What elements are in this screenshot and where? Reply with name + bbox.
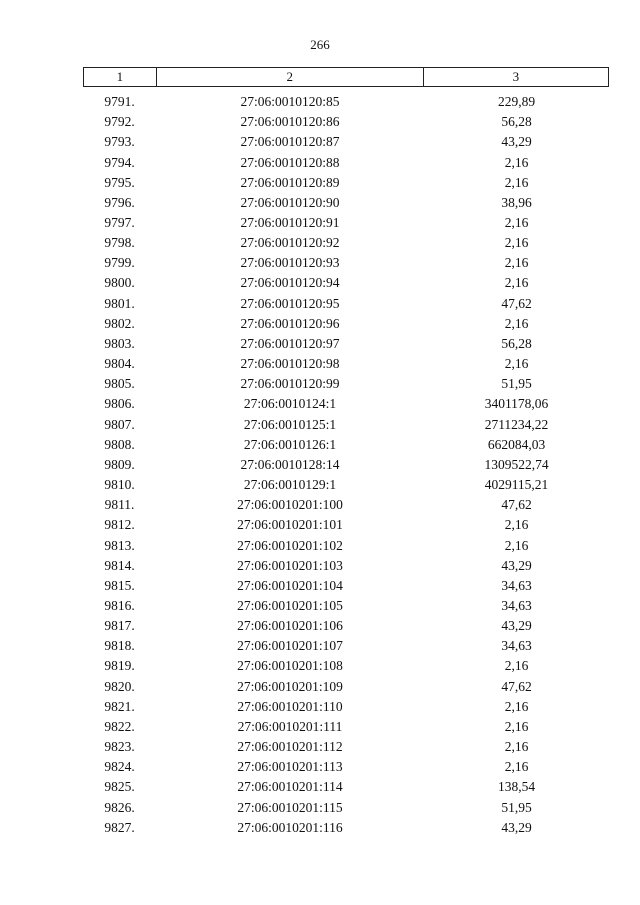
- cadastral-number: 27:06:0010201:113: [237, 759, 343, 775]
- row-value: 47,62: [501, 678, 532, 694]
- row-number: 9796.: [104, 194, 135, 210]
- table-row: [83, 334, 609, 354]
- cadastral-number: 27:06:0010201:104: [237, 577, 343, 593]
- table-row: [83, 112, 609, 132]
- cadastral-number: 27:06:0010120:95: [240, 295, 340, 311]
- row-number: 9794.: [104, 154, 135, 170]
- table-row: [83, 455, 609, 475]
- table-row: [83, 656, 609, 676]
- row-value: 2,16: [504, 739, 529, 755]
- row-value: 43,29: [501, 134, 532, 150]
- row-value: 2711234,22: [484, 416, 549, 432]
- table-row: [83, 535, 609, 555]
- row-value: 3401178,06: [484, 396, 549, 412]
- table-row: [83, 394, 609, 414]
- table-row: [83, 717, 609, 737]
- row-number: 9808.: [104, 436, 135, 452]
- cadastral-number: 27:06:0010120:89: [240, 174, 340, 190]
- row-value: 47,62: [501, 497, 532, 513]
- row-value: 47,62: [501, 295, 532, 311]
- row-value: 43,29: [501, 618, 532, 634]
- cadastral-number: 27:06:0010120:91: [240, 215, 340, 231]
- cadastral-number: 27:06:0010125:1: [243, 416, 337, 432]
- table-row: [83, 677, 609, 697]
- table-row: [83, 596, 609, 616]
- page-number: 266: [310, 37, 330, 52]
- row-number: 9813.: [104, 537, 135, 553]
- row-value: 34,63: [501, 638, 532, 654]
- table-row: [83, 556, 609, 576]
- table-row: [83, 515, 609, 535]
- table-row: [83, 314, 609, 334]
- row-value: 662084,03: [487, 436, 546, 452]
- table-row: [83, 233, 609, 253]
- table-row: [83, 253, 609, 273]
- column-header-3: 3: [512, 69, 520, 84]
- row-value: 2,16: [504, 718, 529, 734]
- table-row: [83, 193, 609, 213]
- row-number: 9801.: [104, 295, 135, 311]
- row-value: 2,16: [504, 698, 529, 714]
- cadastral-number: 27:06:0010128:14: [240, 456, 340, 472]
- row-number: 9823.: [104, 739, 135, 755]
- cadastral-number: 27:06:0010201:108: [237, 658, 343, 674]
- cadastral-number: 27:06:0010120:93: [240, 255, 340, 271]
- row-value: 2,16: [504, 255, 529, 271]
- row-value: 2,16: [504, 154, 529, 170]
- table-row: [83, 132, 609, 152]
- cadastral-number: 27:06:0010120:96: [240, 315, 340, 331]
- row-number: 9820.: [104, 678, 135, 694]
- row-number: 9807.: [104, 416, 135, 432]
- table-row: [83, 475, 609, 495]
- cadastral-number: 27:06:0010124:1: [243, 396, 337, 412]
- row-value: 4029115,21: [484, 477, 549, 493]
- row-number: 9809.: [104, 456, 135, 472]
- row-value: 56,28: [501, 114, 532, 130]
- column-header-2: 2: [157, 68, 424, 86]
- row-number: 9797.: [104, 215, 135, 231]
- row-number: 9802.: [104, 315, 135, 331]
- cadastral-number: 27:06:0010126:1: [243, 436, 337, 452]
- row-value: 43,29: [501, 819, 532, 835]
- row-number: 9799.: [104, 255, 135, 271]
- cadastral-number: 27:06:0010120:99: [240, 376, 340, 392]
- table-row: [83, 616, 609, 636]
- cadastral-number: 27:06:0010201:115: [237, 799, 343, 815]
- row-number: 9826.: [104, 799, 135, 815]
- row-number: 9819.: [104, 658, 135, 674]
- cadastral-number: 27:06:0010120:86: [240, 114, 340, 130]
- row-value: 2,16: [504, 356, 529, 372]
- table-row: [83, 374, 609, 394]
- table-row: [83, 152, 609, 172]
- cadastral-number: 27:06:0010201:102: [237, 537, 343, 553]
- cadastral-number: 27:06:0010120:85: [240, 94, 340, 110]
- row-number: 9810.: [104, 477, 135, 493]
- row-value: 2,16: [504, 235, 529, 251]
- row-value: 56,28: [501, 335, 532, 351]
- cadastral-number: 27:06:0010201:110: [237, 698, 343, 714]
- row-value: 51,95: [501, 799, 532, 815]
- table-row: [83, 576, 609, 596]
- cadastral-number: 27:06:0010201:101: [237, 517, 343, 533]
- row-number: 9791.: [104, 94, 135, 110]
- table-row: [83, 415, 609, 435]
- cadastral-number: 27:06:0010201:109: [237, 678, 343, 694]
- table-row: [83, 797, 609, 817]
- cadastral-number: 27:06:0010201:112: [237, 739, 343, 755]
- cadastral-number: 27:06:0010120:97: [240, 335, 340, 351]
- row-value: 2,16: [504, 315, 529, 331]
- row-number: 9814.: [104, 557, 135, 573]
- table-body: [83, 92, 609, 838]
- row-value: 34,63: [501, 597, 532, 613]
- cadastral-number: 27:06:0010201:103: [237, 557, 343, 573]
- row-number: 9793.: [104, 134, 135, 150]
- table-header: [83, 67, 609, 87]
- row-value: 2,16: [504, 174, 529, 190]
- table-row: [83, 92, 609, 112]
- cadastral-number: 27:06:0010120:88: [240, 154, 340, 170]
- table-row: [83, 757, 609, 777]
- row-value: 34,63: [501, 577, 532, 593]
- row-number: 9827.: [104, 819, 135, 835]
- row-number: 9824.: [104, 759, 135, 775]
- row-number: 9803.: [104, 335, 135, 351]
- table-row: [83, 697, 609, 717]
- table-row: [83, 294, 609, 314]
- row-number: 9815.: [104, 577, 135, 593]
- table-row: [83, 495, 609, 515]
- table-row: [83, 354, 609, 374]
- table-row: [83, 818, 609, 838]
- row-number: 9800.: [104, 275, 135, 291]
- table-row: [83, 273, 609, 293]
- table-row: [83, 173, 609, 193]
- row-number: 9795.: [104, 174, 135, 190]
- cadastral-number: 27:06:0010201:116: [237, 819, 343, 835]
- row-value: 229,89: [497, 94, 536, 110]
- cadastral-number: 27:06:0010201:100: [237, 497, 343, 513]
- row-number: 9825.: [104, 779, 135, 795]
- row-value: 2,16: [504, 658, 529, 674]
- row-number: 9817.: [104, 618, 135, 634]
- cadastral-number: 27:06:0010201:107: [237, 638, 343, 654]
- table-row: [83, 435, 609, 455]
- row-value: 138,54: [497, 779, 536, 795]
- row-number: 9822.: [104, 718, 135, 734]
- row-number: 9798.: [104, 235, 135, 251]
- column-header-1: 1: [84, 68, 157, 86]
- row-value: 1309522,74: [484, 456, 549, 472]
- cadastral-number: 27:06:0010120:98: [240, 356, 340, 372]
- row-number: 9805.: [104, 376, 135, 392]
- row-value: 2,16: [504, 759, 529, 775]
- cadastral-number: 27:06:0010201:111: [237, 718, 343, 734]
- row-value: 38,96: [501, 194, 532, 210]
- row-number: 9806.: [104, 396, 135, 412]
- cadastral-number: 27:06:0010120:94: [240, 275, 340, 291]
- cadastral-number: 27:06:0010129:1: [243, 477, 337, 493]
- table-row: [83, 777, 609, 797]
- row-number: 9792.: [104, 114, 135, 130]
- cadastral-number: 27:06:0010201:114: [237, 779, 343, 795]
- row-value: 43,29: [501, 557, 532, 573]
- cadastral-number: 27:06:0010201:105: [237, 597, 343, 613]
- row-number: 9811.: [104, 497, 135, 513]
- row-value: 2,16: [504, 537, 529, 553]
- row-value: 2,16: [504, 215, 529, 231]
- row-number: 9812.: [104, 517, 135, 533]
- table-row: [83, 737, 609, 757]
- row-number: 9821.: [104, 698, 135, 714]
- cadastral-number: 27:06:0010201:106: [237, 618, 343, 634]
- row-number: 9816.: [104, 597, 135, 613]
- cadastral-number: 27:06:0010120:87: [240, 134, 340, 150]
- row-value: 51,95: [501, 376, 532, 392]
- table-row: [83, 213, 609, 233]
- row-number: 9818.: [104, 638, 135, 654]
- row-value: 2,16: [504, 275, 529, 291]
- table-row: [83, 636, 609, 656]
- cadastral-number: 27:06:0010120:92: [240, 235, 340, 251]
- cadastral-number: 27:06:0010120:90: [240, 194, 340, 210]
- row-value: 2,16: [504, 517, 529, 533]
- row-number: 9804.: [104, 356, 135, 372]
